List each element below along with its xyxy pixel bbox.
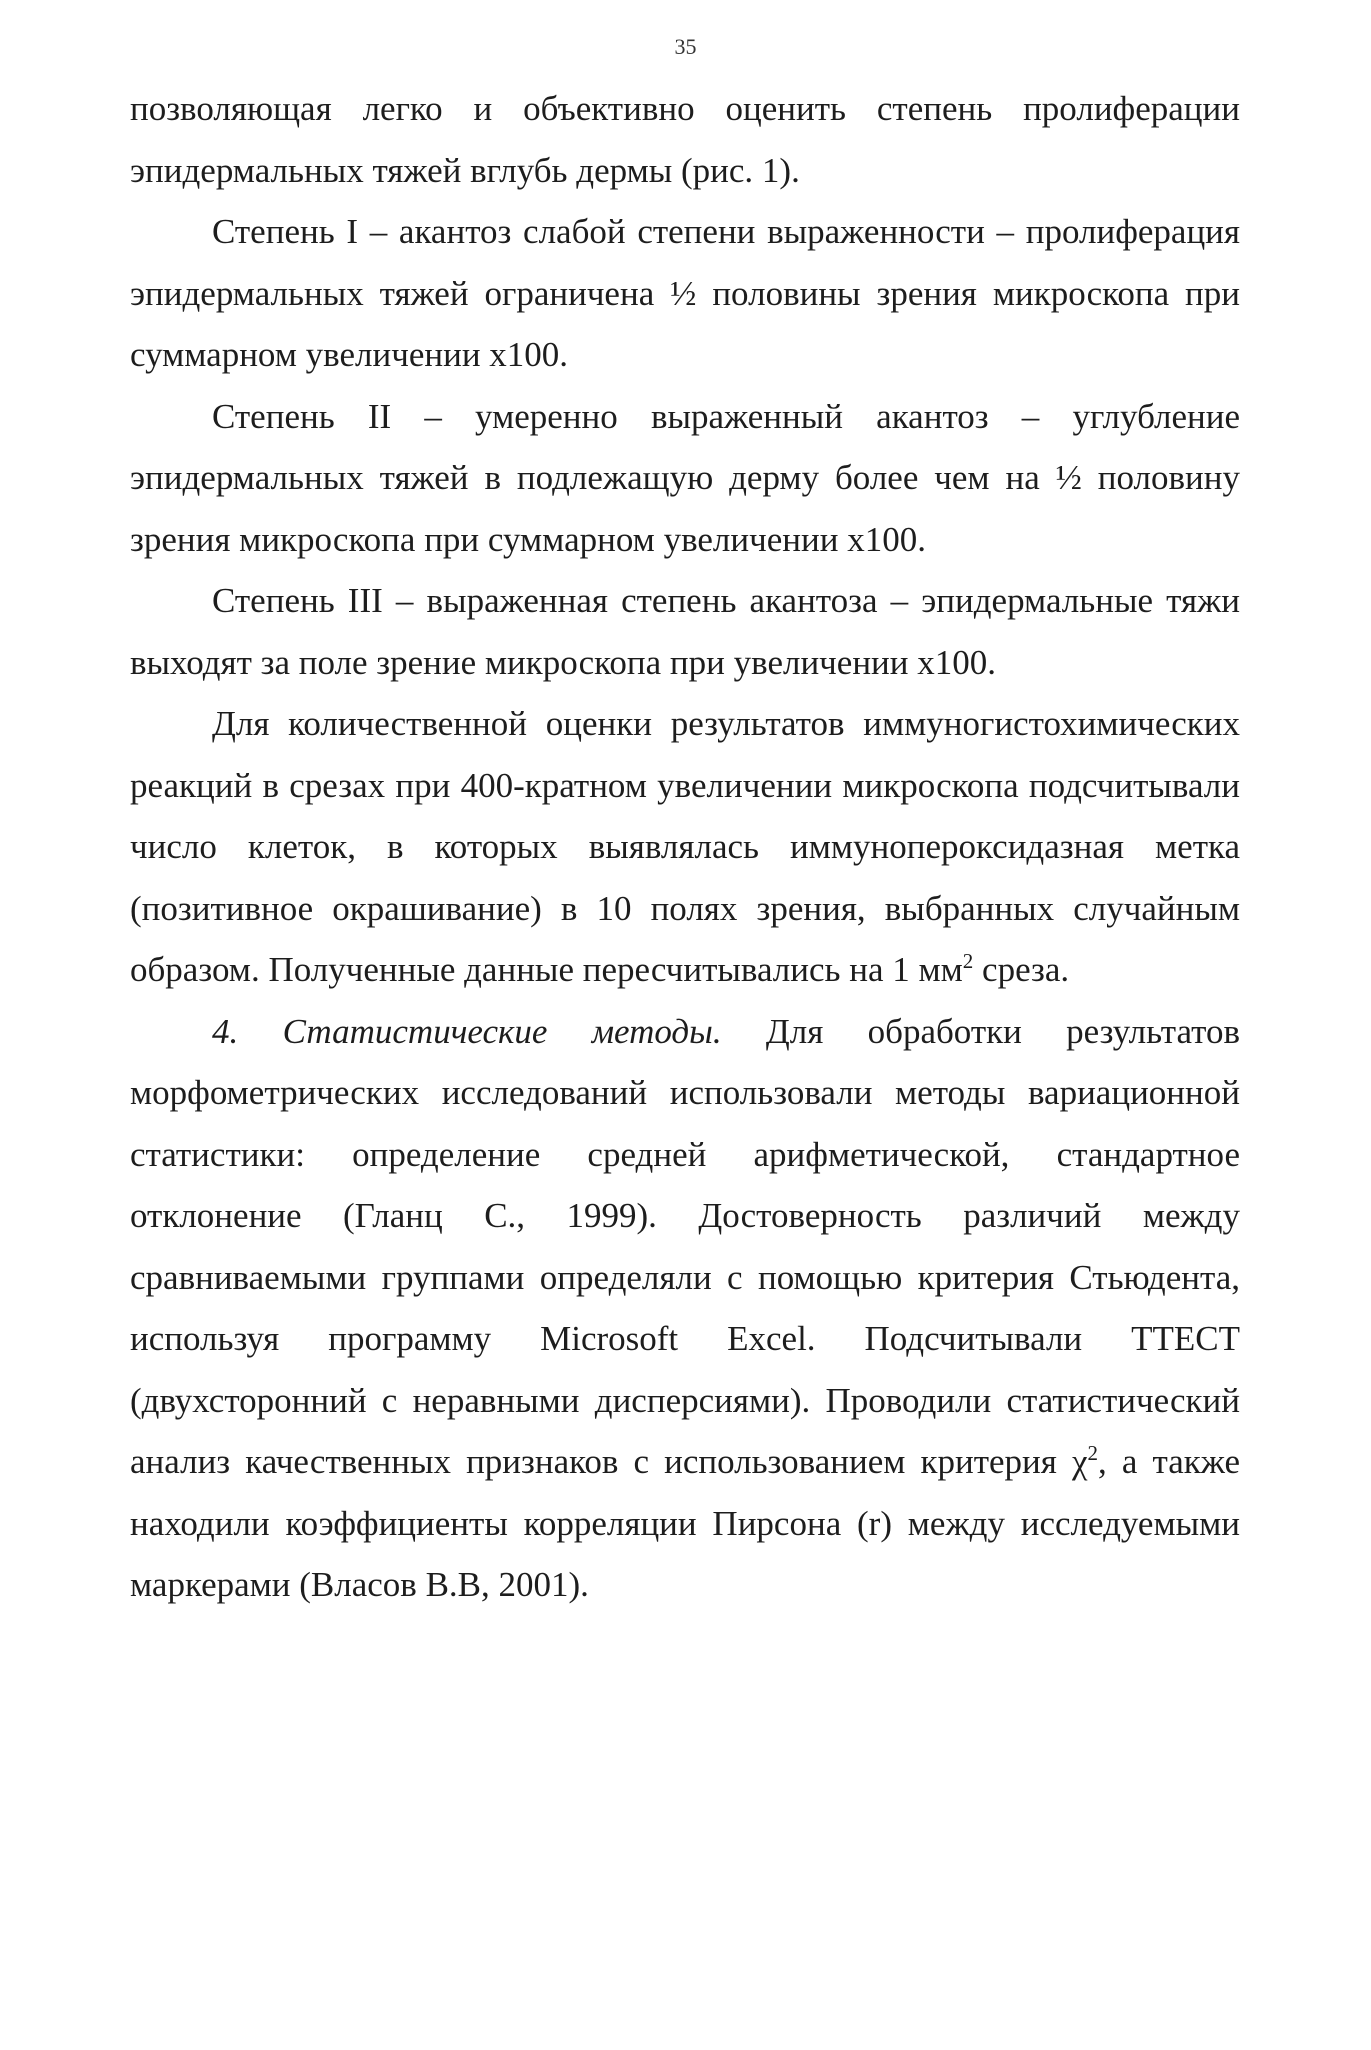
paragraph-text: Для обработки результатов морфометрических исследований использовали методы вариационной статистики: определение средней арифметической, стандартное отклонение (Гланц С., 1999). Достоверность различий между сравниваемыми группами определяли с помощью критерия Стьюдента, используя программу Microsoft Excel. Подсчитывали TTECT (двухсторонний с неравными дисперсиями). Проводили статистический анализ качественных признаков с использованием критерия χ	[130, 1011, 1240, 1481]
section-number: 4.	[212, 1011, 239, 1051]
body-text	[130, 78, 1240, 1616]
paragraph-grade-2: Степень II – умеренно выраженный акантоз – углубление эпидермальных тяжей в подлежащую дерму более чем на ½ половину зрения микроскопа при суммарном увеличении х100.	[130, 396, 1240, 559]
section-heading: Статистические методы.	[282, 1011, 722, 1051]
paragraph-text: , а также находили коэффициенты корреляции Пирсона (r) между исследуемыми маркерами (Власов В.В, 2001).	[130, 1442, 1240, 1604]
paragraph-text: Для количественной оценки результатов иммуногистохимических реакций в срезах при 400-кратном увеличении микроскопа подсчитывали число клеток, в которых выявлялась иммунопероксидазная метка (позитивное окрашивание) в 10 полях зрения, выбранных случайным образом. Полученные данные пересчитывались на 1 мм	[130, 704, 1240, 989]
paragraph-grade-1: Степень I – акантоз слабой степени выраженности – пролиферация эпидермальных тяжей ограничена ½ половины зрения микроскопа при суммарном увеличении х100.	[130, 212, 1240, 374]
page-number: 35	[674, 34, 697, 59]
paragraph-text: среза.	[973, 950, 1070, 989]
paragraph-quantitative-assessment	[130, 693, 1240, 1001]
paragraph-statistical-methods	[130, 1001, 1240, 1616]
paragraph-continuation: позволяющая легко и объективно оценить степень пролиферации эпидермальных тяжей вглубь дермы (рис. 1).	[130, 89, 1240, 190]
superscript-exponent: 2	[1087, 1441, 1099, 1466]
paragraph-grade-3: Степень III – выраженная степень акантоза – эпидермальные тяжи выходят за поле зрение микроскопа при увеличении х100.	[130, 581, 1240, 682]
superscript-exponent: 2	[962, 949, 974, 974]
